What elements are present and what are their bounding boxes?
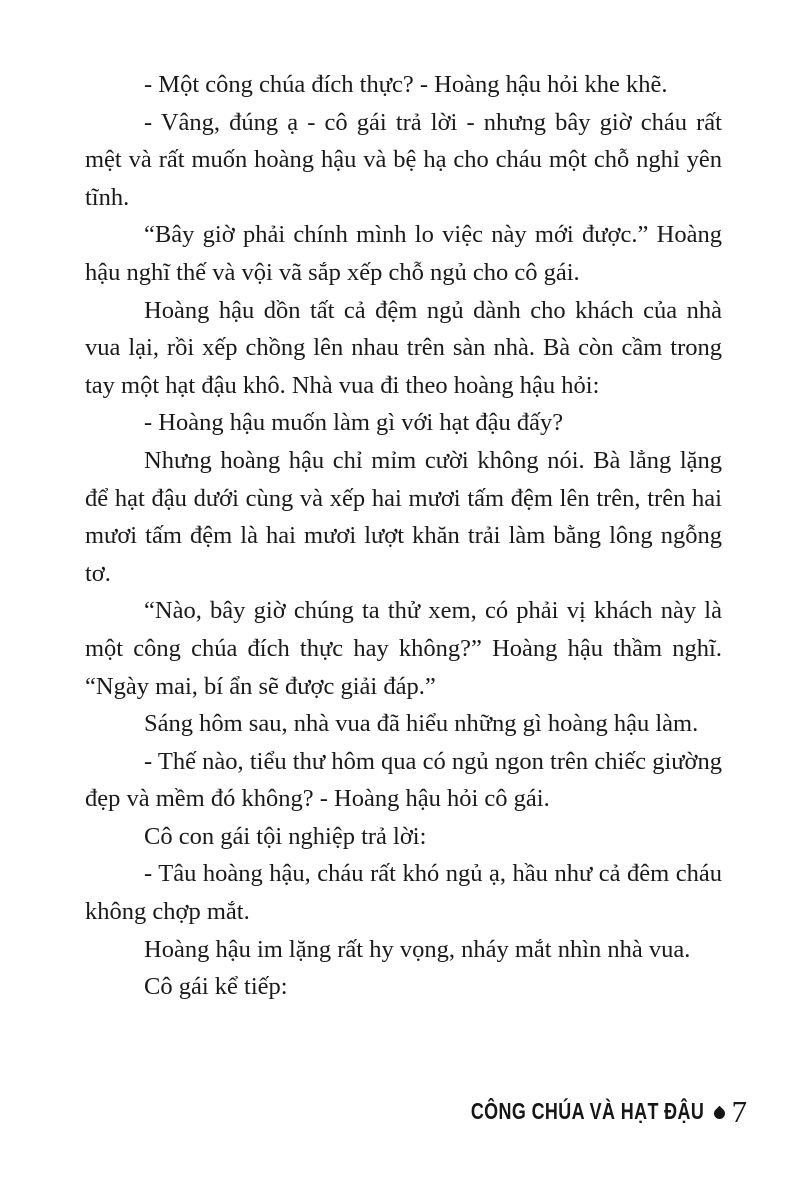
page-number: 7: [731, 1093, 747, 1129]
paragraph: - Thế nào, tiểu thư hôm qua có ngủ ngon trên chiếc giường đẹp và mềm đó không? - Hoàng hậu hỏi cô gái.: [85, 747, 722, 813]
paragraph: - Vâng, đúng ạ - cô gái trả lời - nhưng bây giờ cháu rất mệt và rất muốn hoàng hậu và bệ hạ cho cháu một chỗ nghỉ yên tĩnh.: [85, 108, 722, 211]
paragraph: Cô con gái tội nghiệp trả lời:: [144, 822, 427, 850]
paragraph: Nhưng hoàng hậu chỉ mỉm cười không nói. Bà lẳng lặng để hạt đậu dưới cùng và xếp hai mươi tấm đệm lên trên, trên hai mươi tấm đệm là hai mươi lượt khăn trải làm bằng lông ngỗng tơ.: [85, 446, 722, 587]
paragraph: Hoàng hậu dồn tất cả đệm ngủ dành cho khách của nhà vua lại, rồi xếp chồng lên nhau trên sàn nhà. Bà còn cầm trong tay một hạt đậu khô. Nhà vua đi theo hoàng hậu hỏi:: [85, 296, 722, 399]
paragraph: Sáng hôm sau, nhà vua đã hiểu những gì hoàng hậu làm.: [144, 710, 699, 738]
paragraph: “Bây giờ phải chính mình lo việc này mới được.” Hoàng hậu nghĩ thế và vội vã sắp xếp chỗ ngủ cho cô gái.: [85, 221, 722, 286]
drop-icon: [711, 1106, 727, 1122]
running-title: CÔNG CHÚA VÀ HẠT ĐẬU: [471, 1097, 705, 1124]
paragraph: - Một công chúa đích thực? - Hoàng hậu hỏi khe khẽ.: [144, 71, 668, 98]
paragraph: - Hoàng hậu muốn làm gì với hạt đậu đấy?: [144, 409, 564, 437]
paragraph: Hoàng hậu im lặng rất hy vọng, nháy mắt nhìn nhà vua.: [144, 935, 691, 963]
paragraph: - Tâu hoàng hậu, cháu rất khó ngủ ạ, hầu như cả đêm cháu không chợp mắt.: [85, 860, 722, 926]
paragraph: “Nào, bây giờ chúng ta thử xem, có phải vị khách này là một công chúa đích thực hay không?” Hoàng hậu thầm nghĩ. “Ngày mai, bí ẩn sẽ được giải đáp.”: [85, 597, 722, 700]
story-text-block: [85, 66, 722, 1006]
page-footer: [405, 1092, 747, 1130]
paragraph: Cô gái kể tiếp:: [144, 973, 288, 1001]
